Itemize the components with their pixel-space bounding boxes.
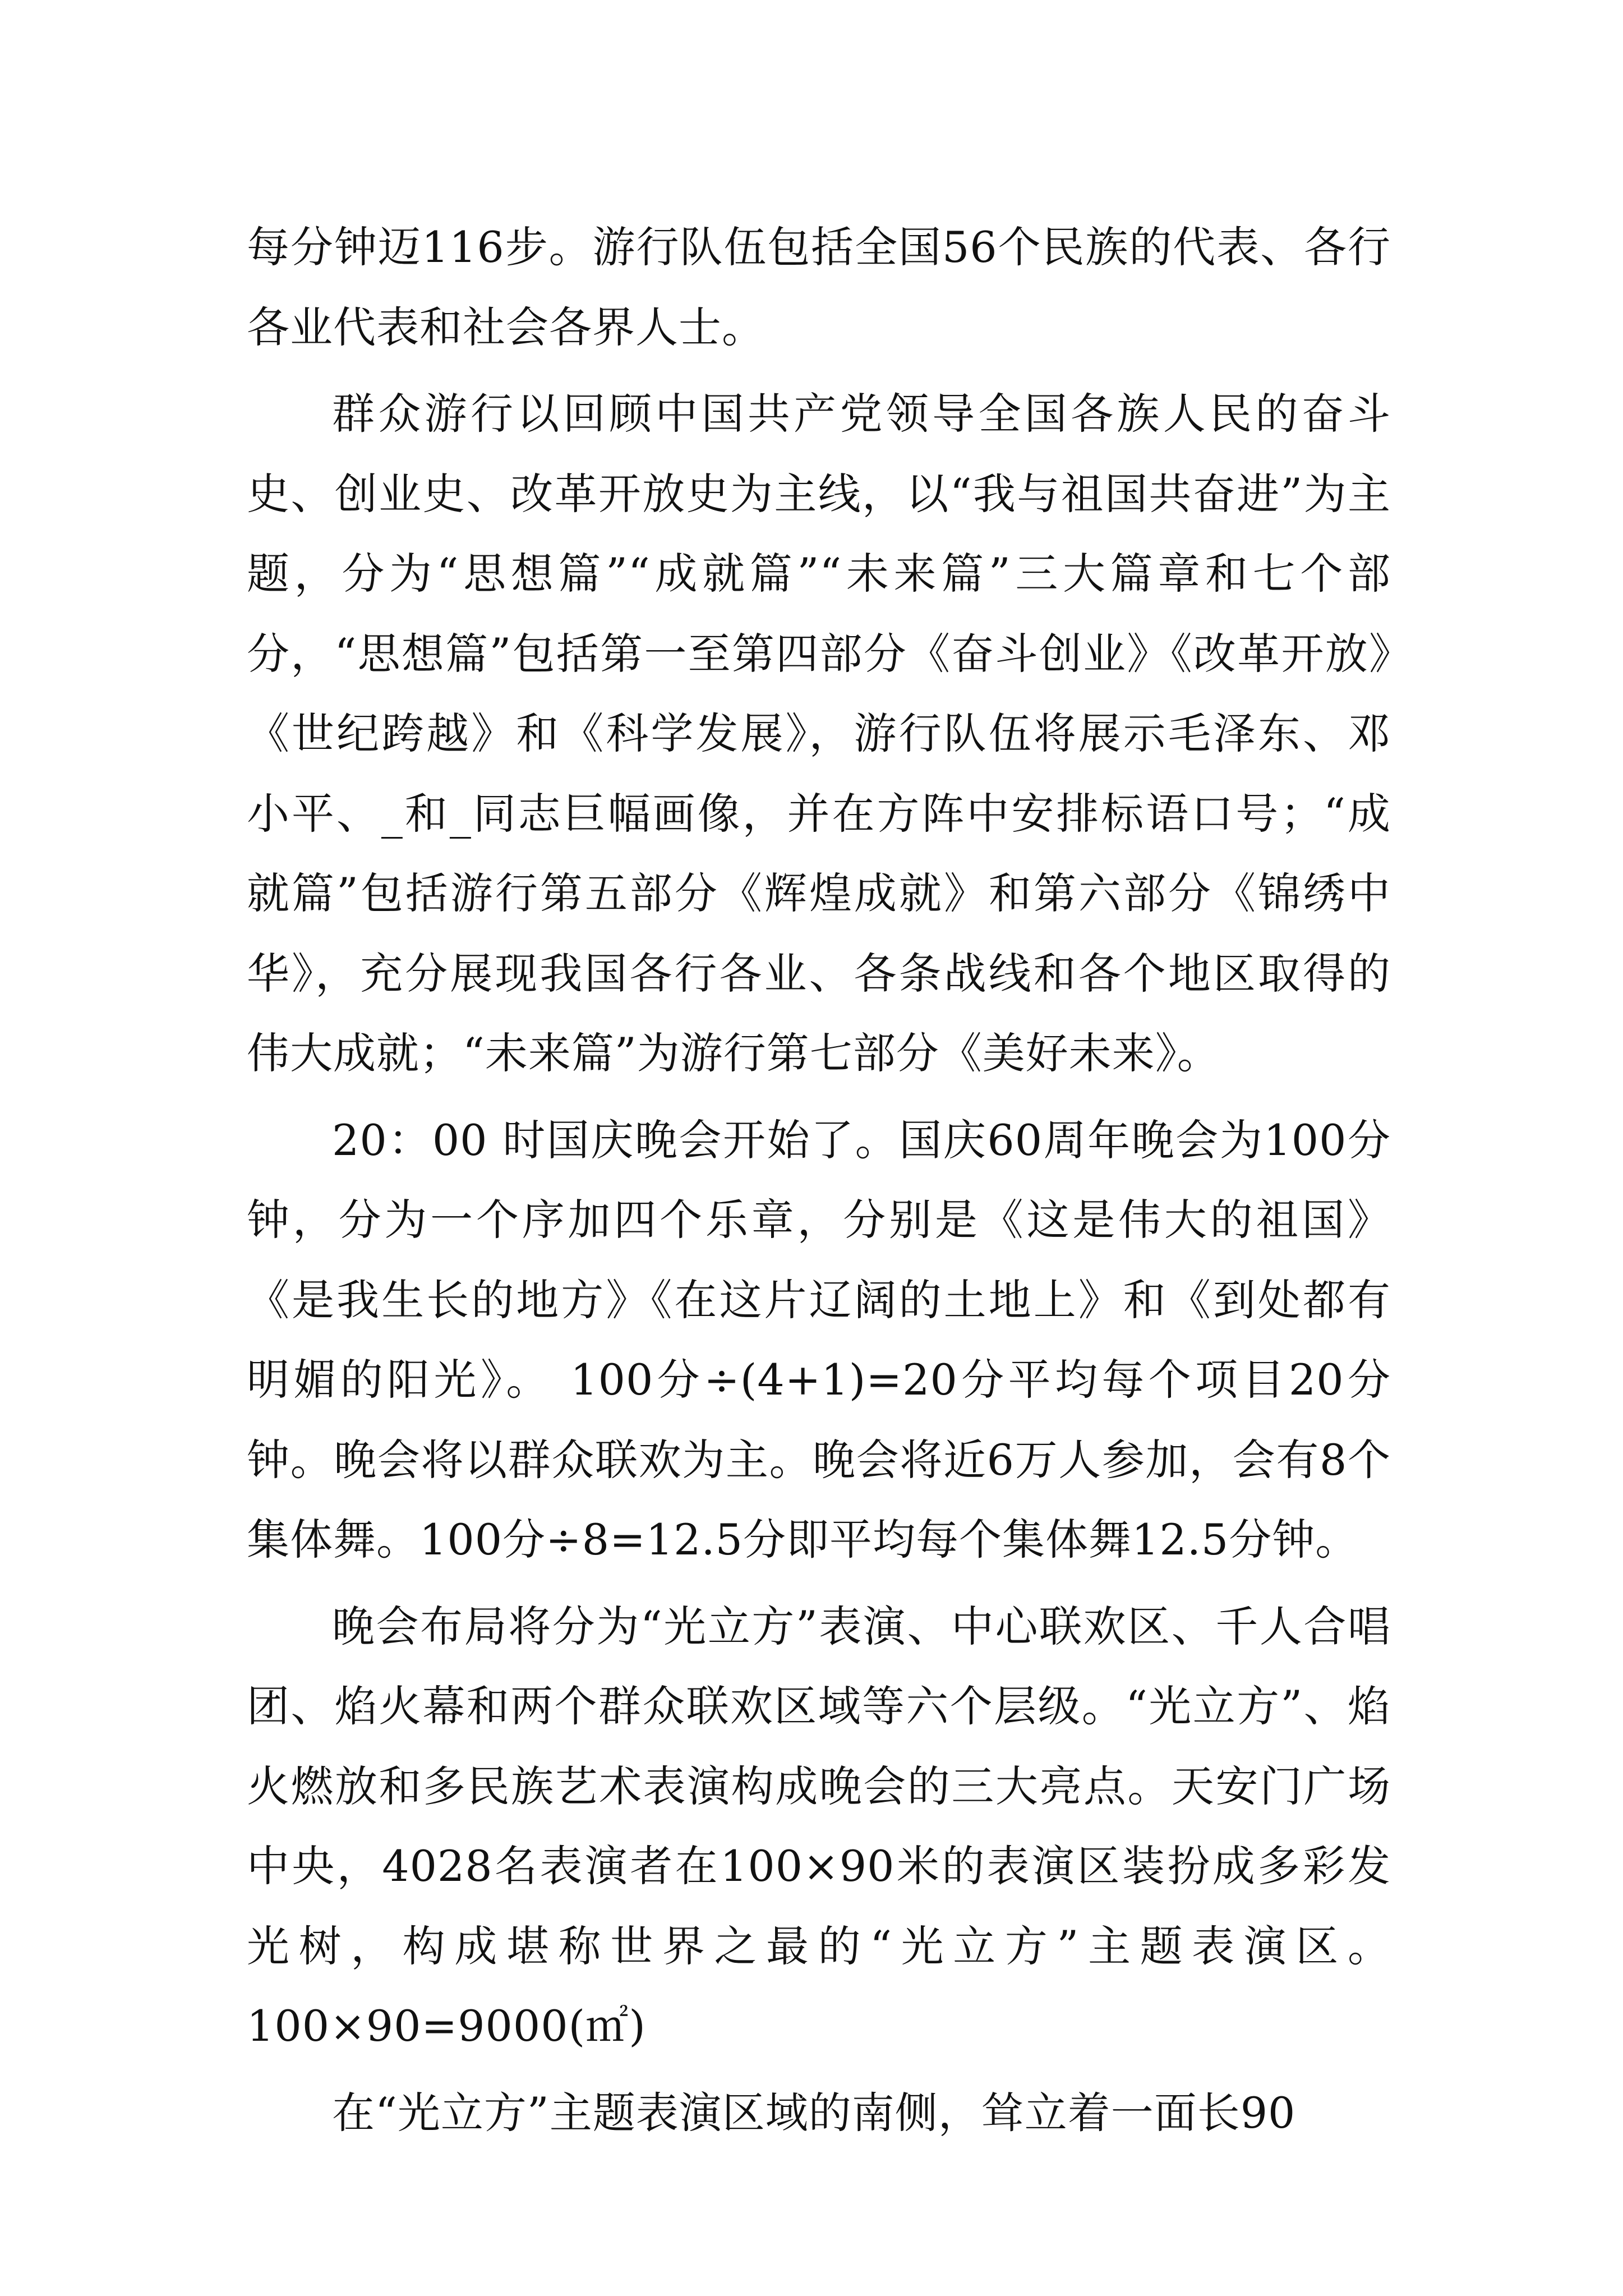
paragraph-1: 每分钟迈116步。游行队伍包括全国56个民族的代表、各行各业代表和社会各界人士。 bbox=[247, 222, 1391, 352]
paragraph-2: 群众游行以回顾中国共产党领导全国各族人民的奋斗史、创业史、改革开放史为主线，以“我与祖国共奋进”为主题，分为“思想篇”“成就篇”“未来篇”三大篇章和七个部分，“思想篇”包括第一至第四部分《奋斗创业》《改革开放》《世纪跨越》和《科学发展》，游行队伍将展示毛泽东、邓小平、_和_同志巨幅画像，并在方阵中安排标语口号；“成就篇”包括游行第五部分《辉煌成就》和第六部分《锦绣中华》，充分展现我国各行各业、各条战线和各个地区取得的伟大成就；“未来篇”为游行第七部分《美好未来》。 bbox=[247, 389, 1391, 1078]
paragraph-gap bbox=[247, 1580, 1391, 1587]
paragraph-4: 晚会布局将分为“光立方”表演、中心联欢区、千人合唱团、焰火幕和两个群众联欢区域等六个层级。“光立方”、焰火燃放和多民族艺术表演构成晚会的三大亮点。天安门广场中央，4028名表演者在100×90米的表演区装扮成多彩发光树，构成堪称世界之最的“光立方”主题表演区。100×90=9000(㎡) bbox=[247, 1601, 1391, 2051]
paragraph-gap bbox=[247, 1094, 1391, 1101]
paragraph-5: 在“光立方”主题表演区域的南侧，耸立着一面长90 bbox=[332, 2087, 1296, 2138]
paragraph-gap bbox=[247, 367, 1391, 374]
paragraph-3: 20：00 时国庆晚会开始了。国庆60周年晚会为100分钟，分为一个序加四个乐章，分别是《这是伟大的祖国》《是我生长的地方》《在这片辽阔的土地上》和《到处都有明媚的阳光》。 100分÷(4+1)=20分平均每个项目20分钟。晚会将以群众联欢为主。晚会将近6万人参加，会有8个集体舞。100分÷8=12.5分即平均每个集体舞12.5分钟。 bbox=[247, 1115, 1391, 1565]
document-body bbox=[247, 208, 1391, 2153]
paragraph-gap bbox=[247, 2067, 1391, 2073]
